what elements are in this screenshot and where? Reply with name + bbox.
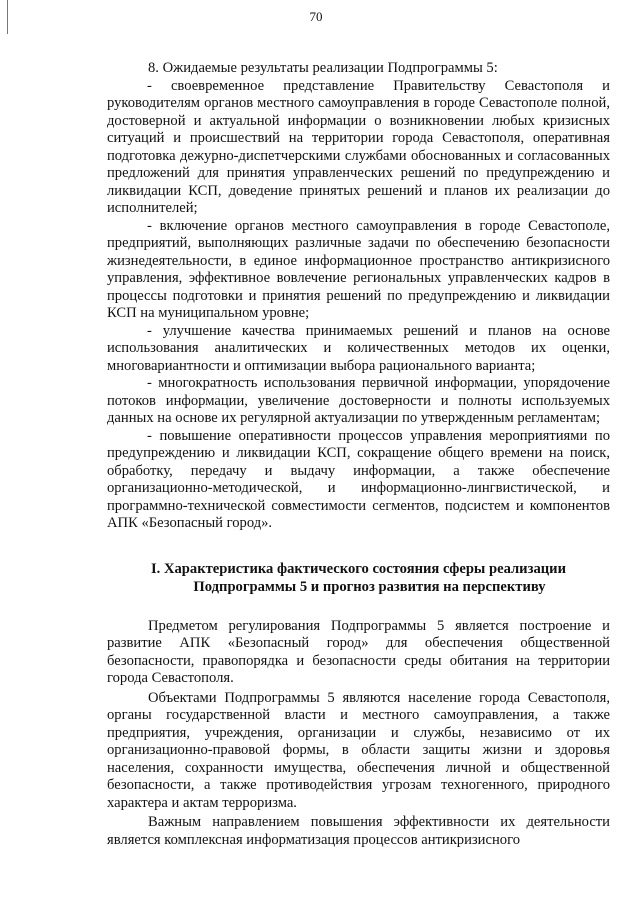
result-item: - включение органов местного самоуправления в городе Севастополе, предприятий, выполняющих различные задачи по обеспечению безопасности жизнедеятельности, в единое информационное пространство антикризисного управления, эффективное вовлечение региональных управленческих кадров в процессы подготовки и принятия решений по предупреждению и ликвидации КСП на муниципальном уровне; [107,217,610,321]
result-item: - повышение оперативности процессов управления мероприятиями по предупреждению и ликвидации КСП, сокращение общего времени на поиск, обработку, передачу и выдачу информации, а также обеспечение организационно-методической, и информационно-лингвистической, и программно-технической совместимости сегментов, подсистем и компонентов АПК «Безопасный город». [107,427,610,531]
result-item: - своевременное представление Правительству Севастополя и руководителям органов местного самоуправления в городе Севастополе полной, достоверной и актуальной информации о возникновении любых кризисных ситуаций и происшествий на территории города Севастополя, оперативная подготовка дежурно-диспетчерскими службами обоснованных и согласованных предложений для принятия управленческих решений по предупреждению и ликвидации КСП, доведение принятых решений и планов их реализации до исполнителей; [107,77,610,216]
section-1-heading-line-2: Подпрограммы 5 и прогноз развития на перспективу [193,578,546,595]
page-number: 70 [309,9,323,24]
body-paragraph: Предметом регулирования Подпрограммы 5 является построение и развитие АПК «Безопасный город» для обеспечения общественной безопасности, правопорядка и безопасности среды обитания на территории города Севастополя. [107,617,610,686]
result-item: - улучшение качества принимаемых решений и планов на основе использования аналитических и количественных методов их оценки, многовариантности и оптимизации выбора рационального варианта; [107,322,610,374]
section-8-title: 8. Ожидаемые результаты реализации Подпрограммы 5: [148,60,498,76]
body-paragraph: Важным направлением повышения эффективности их деятельности является комплексная информатизация процессов антикризисного [107,814,610,848]
document-body [107,60,610,849]
body-paragraph: Объектами Подпрограммы 5 являются население города Севастополя, органы государственной власти и местного самоуправления, а также предприятия, учреждения, организации и службы, независимо от их организационно-правовой формы, в области защиты жизни и здоровья населения, сохранности имущества, обеспечения личной и общественной безопасности, а также противодействия угрозам техногенного, природного характера и актам терроризма. [107,689,610,811]
section-1-heading-line-1: I. Характеристика фактического состояния сферы реализации [151,560,566,577]
result-item: - многократность использования первичной информации, упорядочение потоков информации, увеличение достоверности и полноты используемых данных на основе их регулярной актуализации по утвержденным регламентам; [107,375,610,426]
section-1-heading [107,560,610,596]
